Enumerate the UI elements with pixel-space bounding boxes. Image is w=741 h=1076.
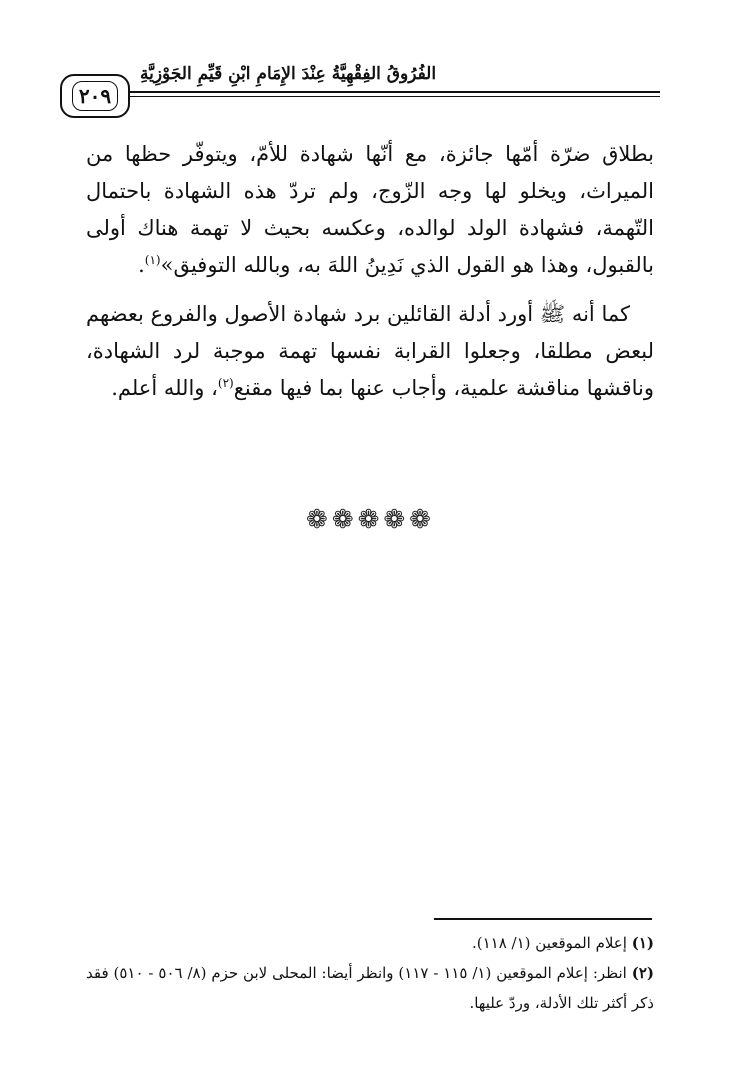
section-divider-ornament: ❁❁❁❁❁	[306, 505, 435, 535]
footnote-ref-1[interactable]: (١)	[144, 253, 161, 267]
running-title: الفُرُوقُ الفِقْهِيَّةُ عِنْدَ الإِمَامِ ابْنِ قَيِّمِ الجَوْزِيَّةِ	[140, 64, 437, 84]
header-rule	[130, 91, 660, 93]
page-number: ٢٠٩	[72, 81, 118, 111]
footnotes	[86, 928, 654, 1018]
page-header	[60, 58, 660, 118]
footnote-2	[86, 958, 654, 1018]
paragraph-1-text: بطلاق ضرّة أمّها جائزة، مع أنّها شهادة للأمّ، ويتوفّر حظها من الميراث، ويخلو لها وجه الزّوج، ولم تردّ هذه الشهادة باحتمال التّهمة، فشهادة الولد لوالده، وعكسه بحيث لا تهمة هناك أولى بالقبول، وهذا هو القول الذي نَدِينُ اللهَ به، وبالله التوفيق»	[86, 142, 654, 277]
footnote-ref-2[interactable]: (٢)	[217, 376, 234, 390]
paragraph-2	[86, 296, 654, 407]
header-rule-thin	[130, 96, 660, 97]
paragraph-2-end: ، والله أعلم.	[111, 376, 218, 400]
footnote-1	[86, 928, 654, 958]
page-number-frame	[60, 74, 130, 118]
body-text	[86, 136, 654, 419]
footnote-2-number: (٢)	[631, 964, 655, 982]
footnote-1-number: (١)	[631, 934, 654, 952]
paragraph-1	[86, 136, 654, 284]
footnote-1-text: إعلام الموقعين (١/ ١١٨).	[471, 934, 627, 952]
paragraph-1-end: .	[138, 253, 145, 277]
footnote-2-text: انظر: إعلام الموقعين (١/ ١١٥ - ١١٧) وانظر أيضا: المحلى لابن حزم (٨/ ٥٠٦ - ٥١٠) فقد ذكر أكثر تلك الأدلة، وردّ عليها.	[86, 964, 654, 1012]
paragraph-2-text: كما أنه ﷺ أورد أدلة القائلين برد شهادة الأصول والفروع بعضهم لبعض مطلقا، وجعلوا القرابة نفسها تهمة موجبة لرد الشهادة، وناقشها مناقشة علمية، وأجاب عنها بما فيها مقنع	[86, 302, 654, 400]
footnote-separator	[434, 918, 652, 920]
